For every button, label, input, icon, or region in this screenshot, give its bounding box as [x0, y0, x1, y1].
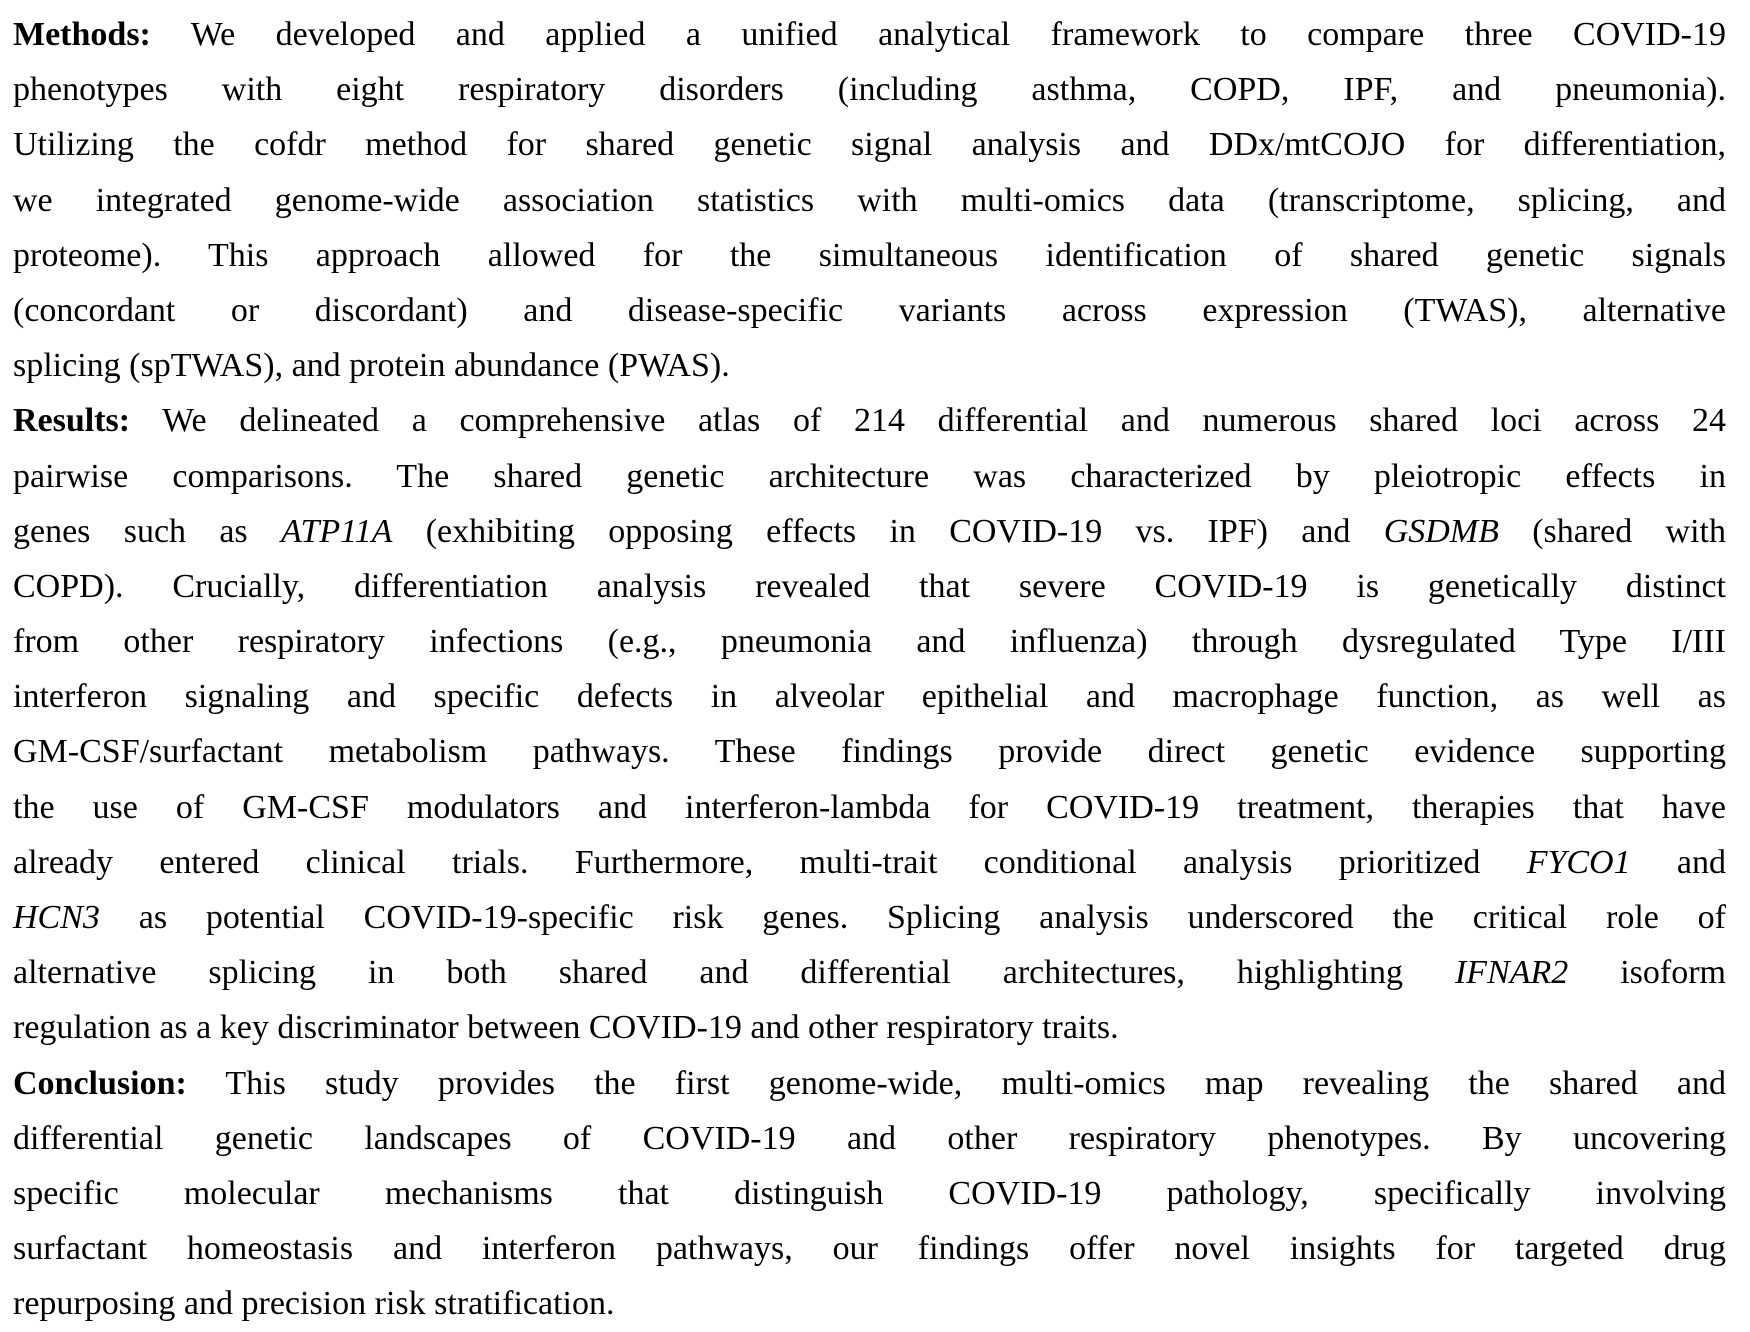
text-segment: as potential COVID-19-specific risk genes. Splicing analysis underscored the critical role of: [99, 899, 1726, 936]
section-heading: Conclusion:: [13, 1064, 187, 1102]
text-segment: regulation as a key discriminator between COVID-19 and other respiratory traits.: [13, 1009, 1119, 1047]
text-line: [13, 117, 1726, 172]
text-line: [13, 228, 1726, 283]
text-segment: Utilizing the cofdr method for shared genetic signal analysis and DDx/mtCOJO for differentiation,: [13, 126, 1726, 164]
text-line: [13, 1000, 1726, 1055]
text-segment: and: [1630, 843, 1726, 881]
text-line: [13, 283, 1726, 338]
text-segment: GM-CSF/surfactant metabolism pathways. These findings provide direct genetic evidence supporting: [13, 733, 1726, 771]
text-line: [13, 780, 1726, 835]
text-segment: alternative splicing in both shared and differential architectures, highlighting: [13, 954, 1455, 992]
text-line: [13, 945, 1726, 1000]
text-line: [13, 393, 1726, 448]
text-segment: the use of GM-CSF modulators and interferon-lambda for COVID-19 treatment, therapies that have: [13, 788, 1726, 826]
text-segment: repurposing and precision risk stratification.: [13, 1285, 615, 1323]
text-line: [13, 724, 1726, 779]
paragraph-conclusion: [13, 1056, 1726, 1332]
text-line: [13, 1166, 1726, 1221]
text-line: [13, 559, 1726, 614]
section-heading: Methods:: [13, 16, 151, 53]
text-line: [13, 890, 1726, 945]
text-segment: proteome). This approach allowed for the simultaneous identification of shared genetic signals: [13, 236, 1726, 274]
text-segment: differential genetic landscapes of COVID-19 and other respiratory phenotypes. By uncovering: [13, 1119, 1726, 1157]
paragraph-methods: [13, 7, 1726, 393]
gene-name: ATP11A: [280, 512, 393, 550]
text-line: [13, 614, 1726, 669]
text-line: [13, 7, 1726, 62]
gene-name: FYCO1: [1526, 843, 1631, 881]
abstract-document: [13, 7, 1726, 1332]
text-segment: (exhibiting opposing effects in COVID-19 vs. IPF) and: [392, 512, 1384, 550]
text-segment: we integrated genome-wide association statistics with multi-omics data (transcriptome, splicing, and: [13, 181, 1726, 219]
text-segment: interferon signaling and specific defects in alveolar epithelial and macrophage function, as well as: [13, 678, 1726, 716]
text-line: [13, 504, 1726, 559]
text-segment: from other respiratory infections (e.g., pneumonia and influenza) through dysregulated Type I/III: [13, 623, 1726, 661]
gene-name: IFNAR2: [1454, 954, 1569, 992]
gene-name: GSDMB: [1383, 512, 1499, 550]
text-segment: (shared with: [1498, 512, 1726, 550]
section-heading: Results:: [13, 402, 131, 440]
text-segment: specific molecular mechanisms that distinguish COVID-19 pathology, specifically involving: [13, 1174, 1726, 1212]
text-segment: We delineated a comprehensive atlas of 214 differential and numerous shared loci across 24: [130, 402, 1726, 440]
text-line: [13, 835, 1726, 890]
text-segment: already entered clinical trials. Furthermore, multi-trait conditional analysis prioritized: [13, 843, 1527, 881]
text-line: [13, 338, 1726, 393]
text-line: [13, 1221, 1726, 1276]
text-segment: surfactant homeostasis and interferon pathways, our findings offer novel insights for targeted drug: [13, 1230, 1726, 1268]
text-segment: splicing (spTWAS), and protein abundance (PWAS).: [13, 347, 730, 385]
text-line: [13, 1111, 1726, 1166]
paragraph-results: [13, 393, 1726, 1055]
text-segment: (concordant or discordant) and disease-specific variants across expression (TWAS), alternative: [13, 291, 1726, 329]
text-segment: isoform: [1568, 954, 1726, 992]
gene-name: HCN3: [13, 899, 100, 936]
text-segment: We developed and applied a unified analytical framework to compare three COVID-19: [150, 16, 1726, 53]
text-line: [13, 1056, 1726, 1111]
text-segment: phenotypes with eight respiratory disorders (including asthma, COPD, IPF, and pneumonia).: [13, 71, 1726, 109]
text-segment: COPD). Crucially, differentiation analysis revealed that severe COVID-19 is genetically distinct: [13, 567, 1726, 605]
text-line: [13, 62, 1726, 117]
text-segment: genes such as: [13, 512, 281, 550]
text-segment: This study provides the first genome-wide, multi-omics map revealing the shared and: [186, 1064, 1726, 1102]
text-line: [13, 1276, 1726, 1331]
text-line: [13, 173, 1726, 228]
text-line: [13, 669, 1726, 724]
text-line: [13, 449, 1726, 504]
text-segment: pairwise comparisons. The shared genetic architecture was characterized by pleiotropic effects in: [13, 457, 1726, 495]
